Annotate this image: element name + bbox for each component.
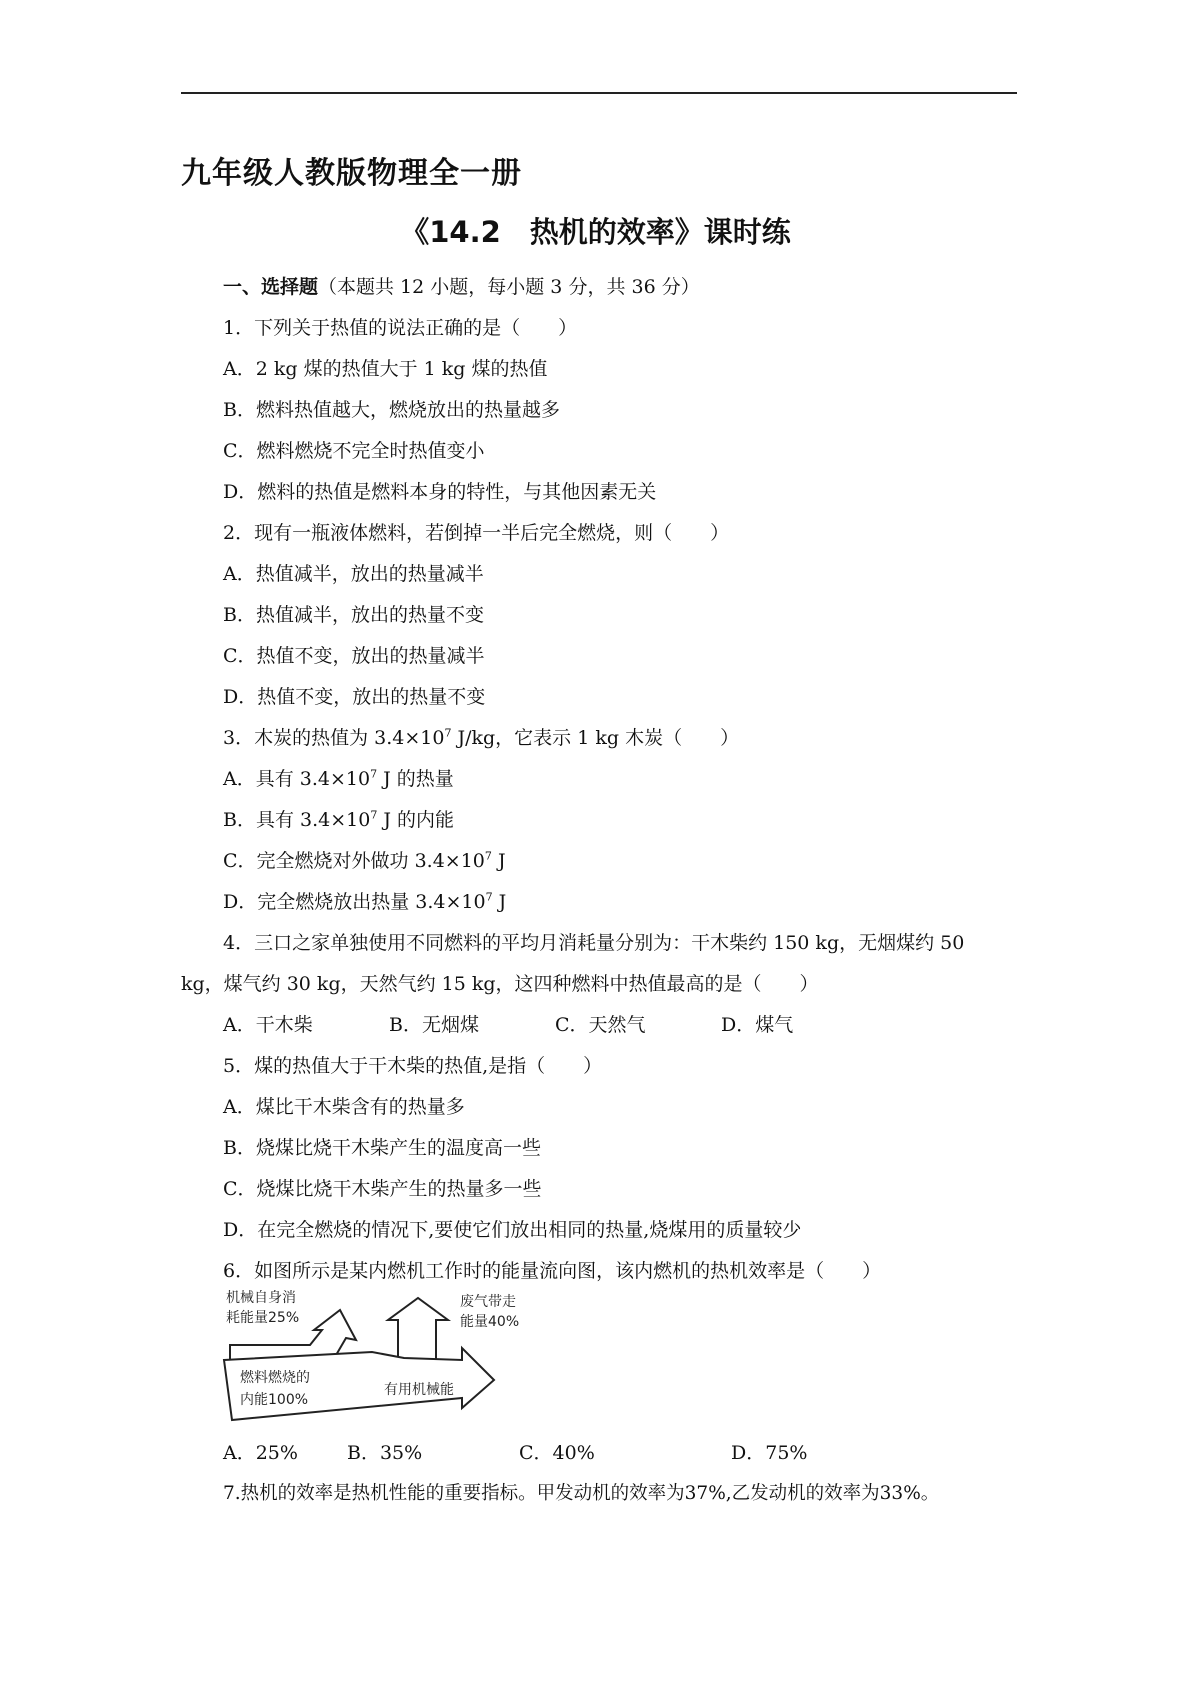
q1-option-d: D．燃料的热值是燃料本身的特性，与其他因素无关	[223, 481, 657, 503]
q6-option-d: D．75%	[731, 1442, 808, 1464]
q4-stem-line2: kg，煤气约 30 kg，天然气约 15 kg，这四种燃料中热值最高的是（ ）	[181, 973, 819, 995]
q3-option-b: B．具有 $3.4\times 10^7$ J 的内能	[223, 808, 455, 831]
q2-option-c: C．热值不变，放出的热量减半	[223, 645, 485, 667]
q1-option-c: C．燃料燃烧不完全时热值变小	[223, 440, 485, 462]
q4-option-c: C．天然气	[555, 1014, 646, 1036]
q5-option-c: C．烧煤比烧干木柴产生的热量多一些	[223, 1178, 542, 1200]
q6-option-c: C．40%	[519, 1442, 595, 1464]
q4-option-d: D．煤气	[721, 1014, 794, 1036]
fuel-label-1: 燃料燃烧的	[240, 1370, 310, 1386]
q3-option-d: D．完全燃烧放出热量 $3.4\times 10^7$ J	[223, 890, 507, 913]
q2-option-b: B．热值减半，放出的热量不变	[223, 604, 484, 626]
q3-stem: 3．木炭的热值为 $3.4\times 10^7$ J/kg，它表示 1 kg 木炭（ ）	[223, 726, 740, 749]
q7-stem: 7.热机的效率是热机性能的重要指标。甲发动机的效率为37%,乙发动机的效率为33%。	[223, 1483, 940, 1504]
doc-title: 九年级人教版物理全一册	[181, 156, 522, 191]
q5-stem: 5．煤的热值大于干木柴的热值,是指（ ）	[223, 1055, 603, 1077]
q1-stem: 1．下列关于热值的说法正确的是（ ）	[223, 317, 578, 339]
section-note: （本题共 12 小题，每小题 3 分，共 36 分）	[318, 276, 700, 298]
q4-stem-line1: 4．三口之家单独使用不同燃料的平均月消耗量分别为：干木柴约 150 kg，无烟煤约 50	[223, 932, 965, 954]
useful-label: 有用机械能	[384, 1382, 454, 1398]
mech-loss-label-1: 机械自身消	[226, 1290, 296, 1306]
doc-subtitle: 《14.2 热机的效率》课时练	[400, 215, 791, 249]
q4-options	[223, 1010, 793, 1037]
section-heading	[223, 272, 700, 299]
energy-flow-diagram	[222, 1290, 562, 1425]
q6-stem: 6．如图所示是某内燃机工作时的能量流向图，该内燃机的热机效率是（ ）	[223, 1260, 882, 1282]
q3-option-a: A．具有 $3.4\times 10^7$ J 的热量	[223, 767, 454, 790]
q5-option-d: D．在完全燃烧的情况下,要使它们放出相同的热量,烧煤用的质量较少	[223, 1219, 802, 1241]
q6-option-b: B．35%	[347, 1442, 423, 1464]
q4-option-a: A．干木柴	[223, 1014, 313, 1036]
header-rule	[181, 92, 1017, 94]
q2-stem: 2．现有一瓶液体燃料，若倒掉一半后完全燃烧，则（ ）	[223, 522, 730, 544]
q6-option-a: A．25%	[223, 1442, 298, 1464]
q2-option-a: A．热值减半，放出的热量减半	[223, 563, 484, 585]
q1-option-b: B．燃料热值越大，燃烧放出的热量越多	[223, 399, 560, 421]
fuel-label-2: 内能100%	[240, 1392, 309, 1408]
q3-option-c: C．完全燃烧对外做功 $3.4\times 10^7$ J	[223, 849, 506, 872]
q2-option-d: D．热值不变，放出的热量不变	[223, 686, 486, 708]
q1-option-a: A．2 kg 煤的热值大于 1 kg 煤的热值	[223, 358, 548, 380]
mech-loss-label-2: 耗能量25%	[226, 1310, 300, 1326]
q5-option-a: A．煤比干木柴含有的热量多	[223, 1096, 465, 1118]
exhaust-label-1: 废气带走	[460, 1294, 516, 1310]
q4-option-b: B．无烟煤	[389, 1014, 479, 1036]
section-label: 一、选择题	[223, 276, 319, 298]
exhaust-label-2: 能量40%	[460, 1314, 520, 1330]
q5-option-b: B．烧煤比烧干木柴产生的温度高一些	[223, 1137, 541, 1159]
q6-options	[223, 1438, 807, 1465]
